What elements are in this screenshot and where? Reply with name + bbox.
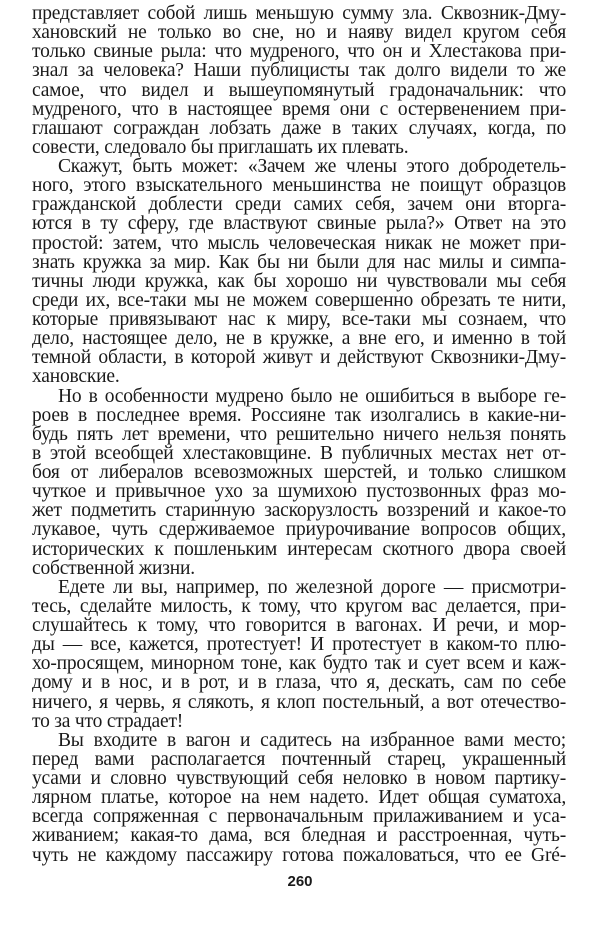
text-line	[32, 119, 566, 138]
text-line	[32, 234, 566, 253]
text-line	[32, 444, 566, 463]
text-line	[32, 367, 566, 386]
text-line-content: ного, этого взыскательного меньшинства не поищут образцов	[32, 175, 566, 197]
text-line	[32, 138, 566, 157]
text-line-content: лукавое, чуть сдерживаемое приурочивание вопросов общих,	[32, 519, 566, 541]
text-line	[32, 406, 566, 425]
text-line	[32, 520, 566, 539]
text-line	[32, 4, 566, 23]
text-line-content: роев в последнее время. Россияне так изолгались в какие-ни-	[32, 404, 566, 426]
text-line-content: исторических к пошленьким интересам скотного двора своей	[32, 538, 566, 560]
text-line-content: знать кружка за мир. Как бы ни были для нас милы и симпа-	[32, 251, 566, 273]
text-line-content: простой: затем, что мысль человеческая никак не может при-	[32, 232, 566, 254]
text-line-content: которые привязывают нас к миру, все-таки мы сознаем, что	[32, 309, 566, 330]
text-line-content: знал за человека? Наши публицисты так долго видели то же	[32, 60, 566, 82]
text-line	[32, 673, 566, 692]
text-line-content: хановский не только во сне, но и наяву видел кругом себя	[32, 22, 566, 44]
text-line	[32, 597, 566, 616]
text-line-content: всегда сопряженная с первоначальным прилаживанием и уса-	[32, 806, 566, 828]
paragraph	[32, 578, 566, 731]
text-line-content: Вы входите в вагон и садитесь на избранное вами место;	[58, 729, 566, 751]
text-line	[32, 214, 566, 233]
text-line	[32, 540, 566, 559]
text-line-content: будь пять лет времени, что решительно ничего нельзя понять	[32, 423, 566, 445]
text-line-content: в этой всеобщей хлестаковщине. В публичных местах нет от-	[32, 442, 566, 464]
text-line-content: только свиные рыла: что мудреного, что он и Хлестакова при-	[32, 41, 566, 63]
text-line	[32, 195, 566, 214]
text-line	[32, 42, 566, 61]
text-line-content: собственной жизни.	[32, 557, 195, 579]
text-line	[32, 559, 566, 578]
text-line	[32, 310, 566, 329]
text-line-content: гражданской доблести среди самих себя, зачем они вторга-	[32, 194, 566, 216]
text-line-content: лярном платье, которое на нем надето. Идет общая суматоха,	[32, 787, 566, 809]
text-line	[32, 329, 566, 348]
text-line-content: мудреного, что в настоящее время они с остервенением при-	[32, 98, 566, 120]
text-line	[32, 826, 566, 845]
text-line-content: перед вами располагается почтенный старец, украшенный	[32, 748, 566, 770]
text-line	[32, 712, 566, 731]
page-number: 260	[287, 873, 313, 890]
text-line	[32, 176, 566, 195]
text-line-content: представляет собой лишь меньшую сумму зла. Сквозник-Дму-	[32, 3, 566, 24]
text-line-content: Но в особенности мудрено было не ошибиться в выборе ге-	[58, 385, 566, 407]
text-line	[32, 272, 566, 291]
text-line	[32, 635, 566, 654]
text-line	[32, 463, 566, 482]
text-line-content: хановские.	[32, 366, 120, 388]
text-line	[32, 482, 566, 501]
text-line	[32, 807, 566, 826]
text-line-content: боя от либералов всевозможных шерстей, и только слишком	[32, 462, 566, 483]
text-line	[32, 387, 566, 406]
text-line	[32, 788, 566, 807]
paragraph	[32, 387, 566, 578]
text-line	[32, 253, 566, 272]
text-line	[32, 425, 566, 444]
text-line	[32, 348, 566, 367]
text-line	[32, 291, 566, 310]
text-line	[32, 157, 566, 176]
page-body	[32, 4, 566, 865]
text-line	[32, 731, 566, 750]
text-line	[32, 81, 566, 100]
text-line-content: совести, следовало бы приглашать их плевать.	[32, 136, 409, 158]
text-line-content: чуткое и привычное ухо за шумихою пустозвонных фраз мо-	[32, 481, 566, 503]
text-line	[32, 769, 566, 788]
text-line-content: самое, что видел и вышеупомянутый градоначальник: что	[32, 79, 566, 101]
text-line-content: глашают сограждан лобзать даже в таких случаях, когда, по	[32, 117, 566, 139]
text-line	[32, 750, 566, 769]
text-line	[32, 846, 566, 865]
text-line-content: тичны люди кружка, как бы хорошо ни чувствовали мы себя	[32, 270, 566, 292]
text-line-content: темной области, в которой живут и действуют Сквозники-Дму-	[32, 347, 566, 369]
text-line	[32, 100, 566, 119]
text-line-content: дело, настоящее дело, не в кружке, а вне его, и именно в той	[32, 328, 566, 350]
text-line	[32, 693, 566, 712]
text-line-content: то за что страдает!	[32, 710, 184, 732]
text-line-content: живанием; какая-то дама, вся бледная и расстроенная, чуть-	[32, 825, 566, 847]
text-line-content: ются в ту сферу, где властвуют свиные рыла?» Ответ на это	[32, 213, 566, 235]
text-line-content: дому и в нос, и в рот, и в глаза, что я, дескать, сам по себе	[32, 672, 566, 694]
text-line	[32, 616, 566, 635]
text-line-content: тесь, сделайте милость, к тому, что кругом вас делается, при-	[32, 595, 566, 617]
text-line	[32, 23, 566, 42]
text-line-content: чуть не каждому пассажиру готова пожаловаться, что ее Gré-	[32, 844, 566, 866]
text-line	[32, 61, 566, 80]
text-line	[32, 654, 566, 673]
text-line	[32, 501, 566, 520]
paragraph	[32, 4, 566, 157]
text-line-content: ничего, я червь, я слякоть, я клоп постельный, а вот отечество-	[32, 691, 566, 713]
paragraph	[32, 731, 566, 865]
text-line-content: среди их, все-таки мы не можем совершенно обрезать те нити,	[32, 289, 566, 311]
text-line-content: Едете ли вы, например, по железной дороге — присмотри-	[58, 576, 566, 598]
text-line-content: жет подметить старинную заскорузлость воззрений и какое-то	[32, 500, 566, 522]
text-line	[32, 578, 566, 597]
text-line-content: усами и словно чувствующий себя неловко в новом партику-	[32, 768, 566, 789]
text-line-content: слушайтесь к тому, что говорится в вагонах. И речи, и мор-	[32, 615, 566, 636]
text-line-content: ды — все, кажется, протестует! И протестует в каком-то плю-	[32, 634, 566, 656]
text-line-content: хо-просящем, минорном тоне, как будто так и сует всем и каж-	[32, 653, 566, 675]
paragraph	[32, 157, 566, 387]
text-line-content: Скажут, быть может: «Зачем же члены этого добродетель-	[58, 156, 566, 177]
